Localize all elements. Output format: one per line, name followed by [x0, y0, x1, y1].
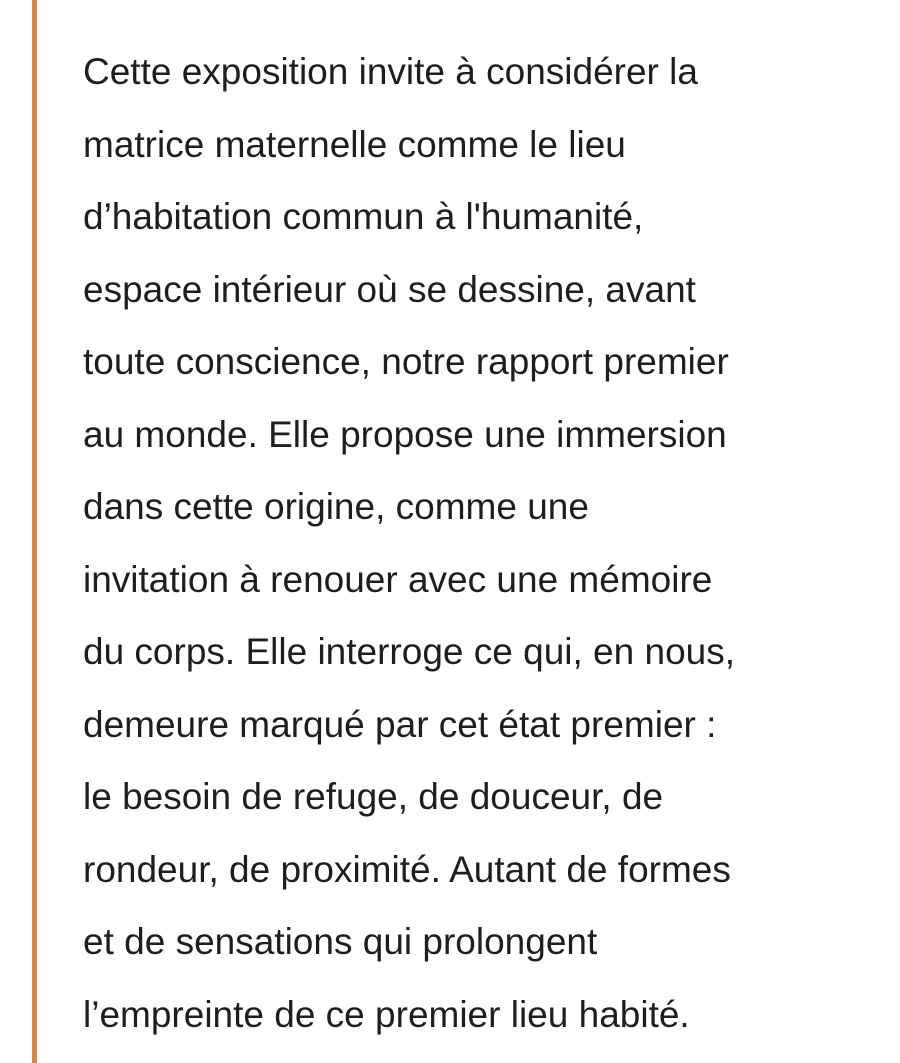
- text-line: invitation à renouer avec une mémoire: [83, 558, 713, 600]
- text-line: dans cette origine, comme une: [83, 486, 589, 527]
- quote-accent-bar: [32, 0, 37, 1063]
- text-line: rondeur, de proximité. Autant de formes: [83, 848, 731, 890]
- text-line: du corps. Elle interroge ce qui, en nous,: [83, 631, 735, 672]
- text-line: le besoin de refuge, de douceur, de: [83, 776, 664, 817]
- text-line: espace intérieur où se dessine, avant: [83, 268, 696, 310]
- text-line: d’habitation commun à l'humanité,: [83, 196, 644, 237]
- text-line: l’empreinte de ce premier lieu habité.: [83, 993, 690, 1035]
- text-line: demeure marqué par cet état premier :: [83, 703, 717, 745]
- text-line: Cette exposition invite à considérer la: [83, 51, 698, 92]
- text-line: matrice maternelle comme le lieu: [83, 123, 626, 165]
- text-line: toute conscience, notre rapport premier: [83, 341, 729, 382]
- text-line: au monde. Elle propose une immersion: [83, 413, 727, 455]
- text-line: et de sensations qui prolongent: [83, 921, 598, 962]
- exhibition-description: [83, 36, 883, 1051]
